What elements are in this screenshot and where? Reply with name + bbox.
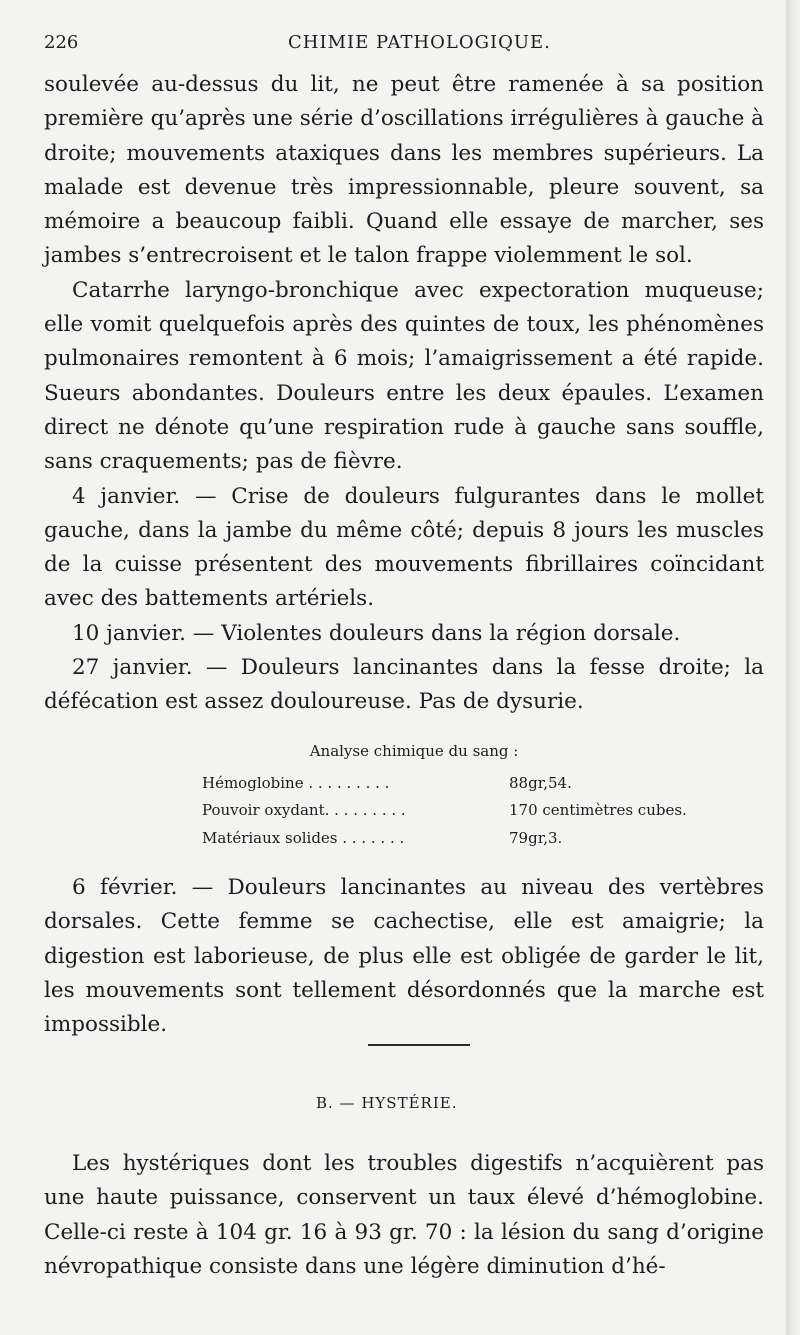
body-text bbox=[44, 68, 764, 720]
analysis-label: Matériaux solides . . . . . . . bbox=[202, 828, 405, 847]
paragraph-continuation: soulevée au-dessus du lit, ne peut être ramenée à sa position première qu’après une série d’oscillations irrégulières à gauche à droite; mouvements ataxiques dans les membres supérieurs. La malade est devenue très impressionnable, pleure souvent, sa mémoire a beaucoup faibli. Quand elle essaye de marcher, ses jambes s’entrecroisent et le talon frappe violemment le sol. bbox=[44, 72, 764, 269]
body-text-2 bbox=[44, 871, 764, 1042]
running-title: CHIMIE PATHOLOGIQUE. bbox=[288, 32, 551, 53]
analysis-label: Hémoglobine . . . . . . . . . bbox=[202, 773, 390, 792]
paragraph-27-janvier: 27 janvier. — Douleurs lancinantes dans la fesse droite; la défécation est assez douloureuse. Pas de dysurie. bbox=[44, 655, 764, 715]
page-number: 226 bbox=[44, 32, 79, 53]
analysis-value: 170 centimètres cubes. bbox=[509, 801, 687, 819]
paragraph-6-fevrier: 6 février. — Douleurs lancinantes au niveau des vertèbres dorsales. Cette femme se cachectise, elle est amaigrie; la digestion est laborieuse, de plus elle est obligée de garder le lit, les mouvements sont tellement désordonnés que la marche est impossible. bbox=[44, 875, 764, 1038]
analysis-title: Analyse chimique du sang : bbox=[309, 742, 519, 760]
analysis-value: 88gr,54. bbox=[509, 773, 572, 792]
paragraph-catarrhe: Catarrhe laryngo-bronchique avec expectoration muqueuse; elle vomit quelquefois après des quintes de toux, les phénomènes pulmonaires remontent à 6 mois; l’amaigrissement a été rapide. Sueurs abondantes. Douleurs entre les deux épaules. L’examen direct ne dénote qu’une respiration rude à gauche sans souffle, sans craquements; pas de fièvre. bbox=[44, 277, 764, 475]
analysis-label: Pouvoir oxydant. . . . . . . . . bbox=[202, 801, 406, 819]
page-header bbox=[44, 28, 764, 58]
paragraph-hysterie: Les hystériques dont les troubles digestifs n’acquièrent pas une haute puissance, conservent un taux élevé d’hémoglobine. Celle-ci reste à 104 gr. 16 à 93 gr. 70 : la lésion du sang d’origine névropathique consiste dans une légère diminution d’hé- bbox=[44, 1151, 764, 1279]
body-text-3 bbox=[44, 1147, 764, 1284]
analysis-value: 79gr,3. bbox=[509, 828, 563, 847]
paragraph-4-janvier: 4 janvier. — Crise de douleurs fulgurantes dans le mollet gauche, dans la jambe du même côté; depuis 8 jours les muscles de la cuisse présentent des mouvements fibrillaires coïncidant avec des battements artériels. bbox=[44, 483, 764, 612]
section-divider bbox=[368, 1044, 470, 1046]
analysis-row bbox=[44, 825, 764, 853]
page-edge bbox=[786, 0, 800, 1335]
paragraph-10-janvier: 10 janvier. — Violentes douleurs dans la région dorsale. bbox=[72, 620, 681, 646]
analysis-row bbox=[44, 797, 764, 825]
analysis-row bbox=[44, 770, 764, 798]
section-heading: B. — HYSTÉRIE. bbox=[316, 1094, 458, 1112]
blood-analysis bbox=[44, 738, 764, 852]
